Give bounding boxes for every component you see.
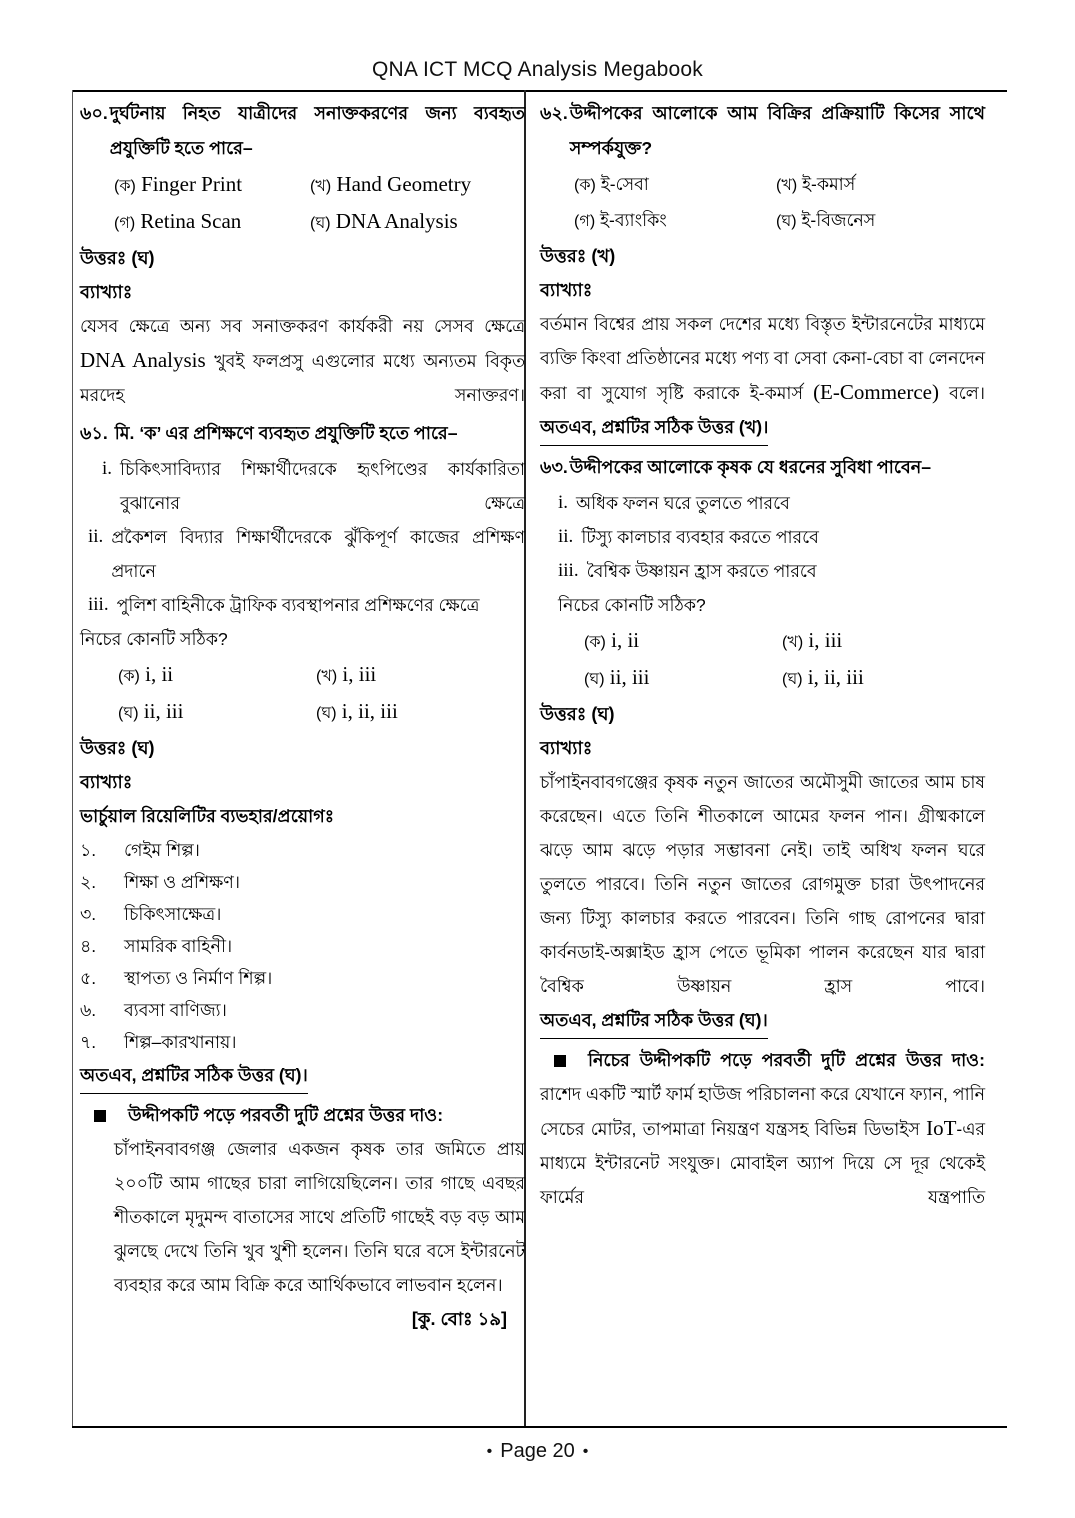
question-63 bbox=[540, 450, 985, 485]
option-kha: (খ) i, iii bbox=[782, 628, 843, 652]
option-ka: (ক) ই-সেবা bbox=[574, 174, 649, 194]
option-kha-text: i, iii bbox=[808, 628, 843, 652]
option-gha-2-text: i, ii, iii bbox=[807, 665, 864, 689]
option-ka: (ক) i, ii bbox=[118, 662, 174, 686]
roman-numeral-i: i. bbox=[102, 458, 113, 479]
question-60-options-row-1 bbox=[80, 167, 525, 204]
roman-item-ii-text: প্রকৈশল বিদ্যার শিক্ষার্থীদেরকে ঝুঁকিপূর্ণ কাজের প্রশিক্ষণ প্রদানে bbox=[111, 527, 525, 581]
question-61-therefore: অতএব, প্রশ্নটির সঠিক উত্তর (ঘ)। bbox=[80, 1058, 308, 1094]
list-item bbox=[80, 930, 525, 962]
question-60-explanation-label: ব্যাখ্যাঃ bbox=[80, 282, 133, 302]
roman-item-ii-text: টিস্যু কালচার ব্যবহার করতে পারবে bbox=[581, 527, 819, 547]
question-60-answer: উত্তরঃ (ঘ) bbox=[80, 248, 155, 268]
list-item bbox=[80, 898, 525, 930]
question-63-options-row-2 bbox=[540, 660, 985, 697]
footer-right-dot: • bbox=[582, 1442, 589, 1460]
right-stimulus-heading: নিচের উদ্দীপকটি পড়ে পরবর্তী দুটি প্রশ্নের উত্তর দাও: bbox=[588, 1050, 985, 1070]
question-63-therefore: অতএব, প্রশ্নটির সঠিক উত্তর (ঘ)। bbox=[540, 1003, 768, 1039]
left-stimulus-heading-block bbox=[80, 1098, 525, 1132]
option-kha-text: Hand Geometry bbox=[336, 172, 472, 196]
option-gha-2-text: i, ii, iii bbox=[341, 699, 398, 723]
question-61-explanation-label: ব্যাখ্যাঃ bbox=[80, 772, 133, 792]
question-60-explanation bbox=[80, 309, 525, 412]
list-item-text: চিকিৎসাক্ষেত্র। bbox=[124, 904, 222, 924]
list-item-text: সামরিক বাহিনী। bbox=[124, 936, 233, 956]
option-ka: (ক) i, ii bbox=[584, 628, 640, 652]
list-item-text: শিক্ষা ও প্রশিক্ষণ। bbox=[124, 872, 240, 892]
question-60-text: দুর্ঘটনায় নিহত যাত্রীদের সনাক্তকরণের জন্য ব্যবহৃত প্রযুক্তিটি হতে পারে– bbox=[109, 103, 525, 158]
question-62-options-row-1 bbox=[540, 167, 985, 203]
list-item-text: শিল্প–কারখানায়। bbox=[124, 1032, 237, 1052]
list-item bbox=[80, 994, 525, 1026]
option-kha: (খ) Hand Geometry bbox=[310, 172, 472, 196]
right-stimulus-body-part-2: -এর মাধ্যমে ইন্টারনেট সংযুক্ত। bbox=[540, 1119, 985, 1173]
list-item-number: ২. bbox=[80, 872, 97, 892]
option-gha-1: (ঘ) ii, iii bbox=[118, 699, 184, 723]
left-stimulus-heading: উদ্দীপকটি পড়ে পরবর্তী দুটি প্রশ্নের উত্তর দাও: bbox=[128, 1105, 444, 1125]
option-ga: (গ) Retina Scan bbox=[114, 209, 242, 233]
question-61-text: মি. ‘ক’ এর প্রশিক্ষণে ব্যবহৃত প্রযুক্তিটি হতে পারে– bbox=[114, 423, 458, 443]
list-item bbox=[80, 1026, 525, 1058]
question-62-explanation bbox=[540, 307, 985, 410]
question-61-answer: উত্তরঃ (ঘ) bbox=[80, 738, 155, 758]
question-60 bbox=[80, 96, 525, 166]
option-gha-text: ই-বিজনেস bbox=[801, 210, 876, 230]
question-61 bbox=[80, 416, 525, 451]
question-60-explanation-part-1: যেসব ক্ষেত্রে অন্য সব সনাক্তকরণ কার্যকরী নয় সেসব ক্ষেত্রে bbox=[80, 316, 525, 336]
option-kha-text: ই-কমার্স bbox=[802, 174, 856, 194]
option-gha: (ঘ) DNA Analysis bbox=[310, 209, 458, 233]
roman-item-i-text: চিকিৎসাবিদ্যার শিক্ষার্থীদেরকে হৃৎপিণ্ডের কার্যকারিতা বুঝানোর ক্ষেত্রে bbox=[120, 459, 525, 513]
list-item-text: ব্যবসা বাণিজ্য। bbox=[124, 1000, 227, 1020]
question-62-number: ৬২. bbox=[540, 103, 568, 123]
question-61-options-row-1 bbox=[80, 657, 525, 694]
option-gha-1: (ঘ) ii, iii bbox=[584, 665, 650, 689]
option-kha: (খ) i, iii bbox=[316, 662, 377, 686]
bullet-square-icon bbox=[94, 1110, 106, 1122]
question-60-explanation-latin: DNA Analysis bbox=[80, 348, 206, 372]
option-kha-text: i, iii bbox=[342, 662, 377, 686]
question-61-roman-ii bbox=[80, 520, 525, 588]
roman-item-i-text: অধিক ফলন ঘরে তুলতে পারবে bbox=[576, 493, 790, 513]
option-ka-text: ই-সেবা bbox=[600, 174, 649, 194]
list-item-number: ৫. bbox=[80, 968, 97, 988]
footer-left-dot: • bbox=[486, 1442, 493, 1460]
question-60-options-row-2 bbox=[80, 204, 525, 241]
left-stimulus-body: চাঁপাইনবাবগঞ্জ জেলার একজন কৃষক তার জমিতে প্রায় ২০০টি আম গাছের চারা লাগিয়েছিলেন। তার গাছে এবছর শীতকালে মৃদুমন্দ বাতাসের সাথে প্রতিটি গাছেই বড় বড় আম ঝুলছে দেখে তিনি খুব খুশী হলেন। তিনি ঘরে বসে ইন্টারনেট ব্যবহার করে আম বিক্রি করে আর্থিকভাবে লাভবান হলেন। bbox=[114, 1139, 525, 1295]
question-60-number: ৬০. bbox=[80, 103, 108, 123]
question-63-therefore-wrap bbox=[540, 1003, 985, 1039]
right-stimulus-body-latin: IoT bbox=[926, 1116, 957, 1140]
option-ga-text: ই-ব্যাংকিং bbox=[600, 210, 667, 230]
question-63-explanation-label: ব্যাখ্যাঃ bbox=[540, 738, 593, 758]
list-item bbox=[80, 866, 525, 898]
question-62 bbox=[540, 96, 985, 166]
question-62-explanation-label: ব্যাখ্যাঃ bbox=[540, 280, 593, 300]
page-number-label: Page 20 bbox=[500, 1440, 575, 1462]
question-63-explanation: চাঁপাইনবাবগঞ্জের কৃষক নতুন জাতের অমৌসুমী জাতের আম চাষ করেছেন। এতে তিনি শীতকালে আমের ফলন পান। গ্রীষ্মকালে ঝড়ে আম ঝড়ে পড়ার সম্ভাবনা নেই। তাই অধিখ ফলন ঘরে তুলতে পারবে। তিনি নতুন জাতের রোগমুক্ত চারা উৎপাদনের জন্য টিস্যু কালচার করতে পারবেন। তিনি গাছ রোপনের দ্বারা কার্বনডাই-অক্সাইড হ্রাস পেতে ভূমিকা পালন করেছেন যার দ্বারা বৈশ্বিক উষ্ণায়ন হ্রাস পাবে। bbox=[540, 772, 985, 996]
question-61-therefore-wrap bbox=[80, 1058, 525, 1094]
left-border-rule bbox=[72, 90, 73, 1428]
question-63-prompt: নিচের কোনটি সঠিক? bbox=[558, 595, 706, 615]
roman-numeral-iii: iii. bbox=[88, 594, 109, 615]
question-63-text: উদ্দীপকের আলোকে কৃষক যে ধরনের সুবিধা পাবেন– bbox=[569, 457, 932, 477]
right-stimulus-body bbox=[540, 1077, 985, 1214]
question-61-options-row-2 bbox=[80, 694, 525, 731]
roman-numeral-ii: ii. bbox=[88, 526, 104, 547]
list-item-number: ১. bbox=[80, 840, 97, 860]
option-ka-text: i, ii bbox=[145, 662, 174, 686]
roman-numeral-ii: ii. bbox=[558, 526, 574, 547]
roman-item-iii-text: বৈশ্বিক উষ্ণায়ন হ্রাস করতে পারবে bbox=[586, 561, 817, 581]
question-63-number: ৬৩. bbox=[540, 457, 568, 477]
option-gha-text: DNA Analysis bbox=[335, 209, 458, 233]
question-61-roman-i bbox=[80, 452, 525, 520]
option-ka: (ক) Finger Print bbox=[114, 172, 243, 196]
list-item bbox=[80, 962, 525, 994]
option-gha-1-text: ii, iii bbox=[609, 665, 650, 689]
option-kha: (খ) ই-কমার্স bbox=[776, 174, 856, 194]
question-63-roman-ii bbox=[540, 520, 985, 554]
option-ga-text: Retina Scan bbox=[140, 209, 242, 233]
question-63-roman-iii bbox=[540, 554, 985, 588]
list-item bbox=[80, 834, 525, 866]
roman-numeral-iii: iii. bbox=[558, 560, 579, 581]
option-gha-2: (ঘ) i, ii, iii bbox=[782, 665, 864, 689]
option-ka-text: Finger Print bbox=[141, 172, 243, 196]
question-63-options-row-1 bbox=[540, 623, 985, 660]
question-61-prompt: নিচের কোনটি সঠিক? bbox=[80, 629, 228, 649]
list-item-number: ৪. bbox=[80, 936, 97, 956]
right-stimulus-heading-block bbox=[540, 1043, 985, 1077]
question-61-explanation-heading: ভার্চুয়াল রিয়েলিটির ব্যভহার/প্রয়োগঃ bbox=[80, 806, 335, 826]
right-stimulus-body-part-3: মোবাইল অ্যাপ দিয়ে সে দূর থেকেই ফার্মের যন্ত্রপাতি bbox=[540, 1153, 985, 1207]
question-61-number: ৬১. bbox=[80, 423, 108, 443]
page-header-title: QNA ICT MCQ Analysis Megabook bbox=[371, 58, 704, 81]
page-footer bbox=[0, 1440, 1075, 1463]
question-62-explanation-part-2: বলে। bbox=[949, 383, 985, 403]
question-60-explanation-part-2: খুবই ফলপ্রসু এগুলোর মধ্যে অন্যতম বিকৃত মরদেহ সনাক্তরণ। bbox=[80, 351, 525, 405]
list-item-text: স্থাপত্য ও নির্মাণ শিল্প। bbox=[124, 968, 273, 988]
roman-numeral-i: i. bbox=[558, 492, 569, 513]
question-62-answer: উত্তরঃ (খ) bbox=[540, 246, 616, 266]
top-rule bbox=[72, 90, 1007, 92]
right-column bbox=[540, 96, 985, 1214]
question-61-roman-iii bbox=[80, 588, 525, 622]
list-item-number: ৭. bbox=[80, 1032, 97, 1052]
roman-item-iii-text: পুলিশ বাহিনীকে ট্রাফিক ব্যবস্থাপনার প্রশিক্ষণের ক্ষেত্রে bbox=[116, 595, 480, 615]
question-63-roman-i bbox=[540, 486, 985, 520]
list-item-number: ৬. bbox=[80, 1000, 97, 1020]
right-stimulus-body-part-1: রাশেদ একটি স্মার্ট ফার্ম হাউজ পরিচালনা করে যেখানে ফ্যান, পানি সেচের মোটর, তাপমাত্রা নিয়ন্ত্রণ যন্ত্রসহ বিভিন্ন ডিভাইস bbox=[540, 1084, 985, 1139]
question-62-explanation-latin: (E-Commerce) bbox=[813, 380, 940, 404]
left-column bbox=[80, 96, 525, 1336]
list-item-text: গেইম শিল্প। bbox=[124, 840, 200, 860]
list-item-number: ৩. bbox=[80, 904, 97, 924]
question-62-explanation-part-1: বর্তমান বিশ্বের প্রায় সকল দেশের মধ্যে বিস্তৃত ইন্টারনেটের মাধ্যমে ব্যক্তি কিংবা প্রতিষ্ঠানের মধ্যে পণ্য বা সেবা কেনা-বেচা বা লেনদেন করা বা সুযোগ সৃষ্টি করাকে ই-কমার্স bbox=[540, 314, 985, 403]
question-62-therefore-wrap bbox=[540, 410, 985, 446]
option-gha-1-text: ii, iii bbox=[143, 699, 184, 723]
option-ga: (গ) ই-ব্যাংকিং bbox=[574, 210, 667, 230]
option-ka-text: i, ii bbox=[611, 628, 640, 652]
left-stimulus-source: [কু. বোঃ ১৯] bbox=[411, 1309, 507, 1329]
question-62-therefore: অতএব, প্রশ্নটির সঠিক উত্তর (খ)। bbox=[540, 410, 768, 446]
bottom-rule bbox=[72, 1426, 1007, 1428]
option-gha: (ঘ) ই-বিজনেস bbox=[776, 210, 876, 230]
option-gha-2: (ঘ) i, ii, iii bbox=[316, 699, 398, 723]
question-62-options-row-2 bbox=[540, 203, 985, 239]
bullet-square-icon bbox=[554, 1055, 566, 1067]
question-62-text: উদ্দীপকের আলোকে আম বিক্রির প্রক্রিয়াটি কিসের সাথে সম্পর্কযুক্ত? bbox=[569, 103, 985, 158]
question-63-answer: উত্তরঃ (ঘ) bbox=[540, 704, 615, 724]
